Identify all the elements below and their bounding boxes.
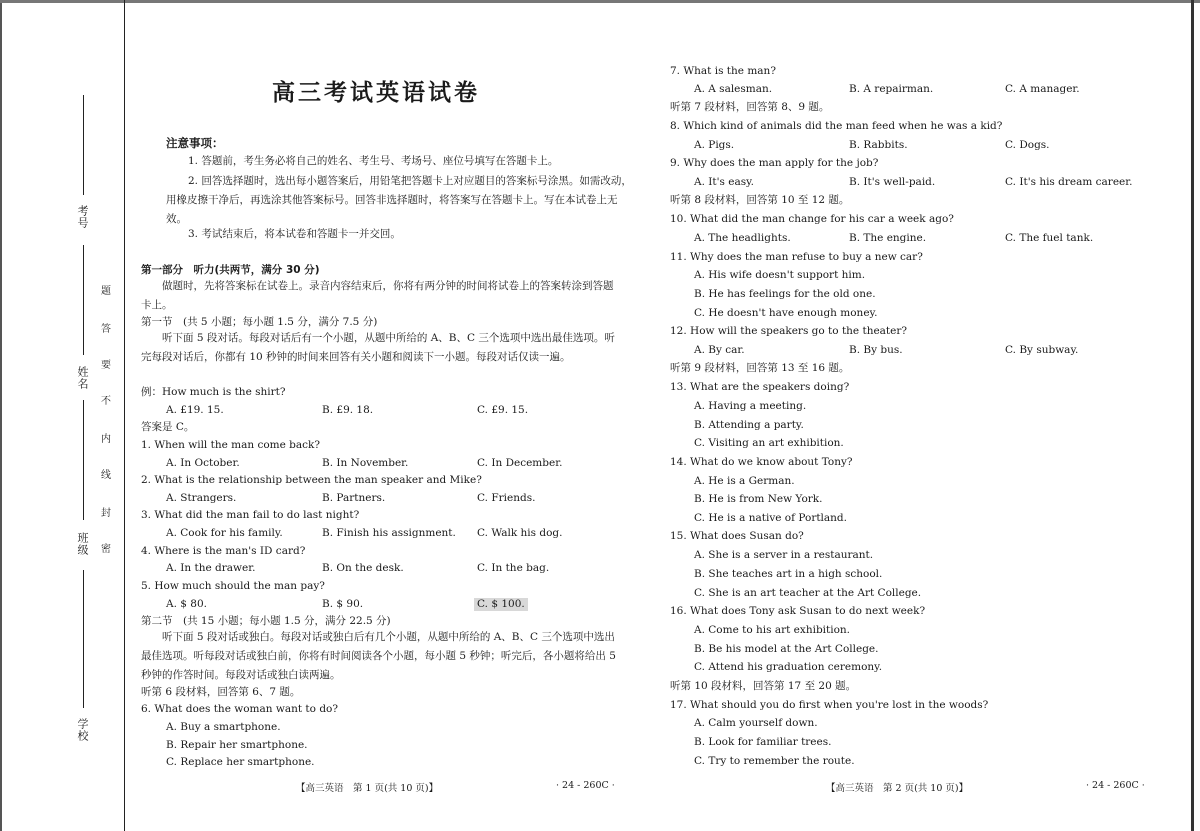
question-text: 5. How much should the man pay? [141, 580, 325, 592]
binding-banji-label: 班级 [76, 532, 89, 556]
option: A. By car. [694, 344, 745, 356]
question-text: 14. What do we know about Tony? [670, 456, 853, 468]
option: A. In October. [166, 457, 240, 469]
question-text: 6. What does the woman want to do? [141, 703, 338, 715]
option-highlighted: C. $ 100. [474, 598, 528, 611]
option: B. Rabbits. [849, 139, 908, 151]
option: B. In November. [322, 457, 409, 469]
question-text: 9. Why does the man apply for the job? [670, 157, 879, 169]
question-text: 7. What is the man? [670, 65, 776, 77]
option: C. It's his dream career. [1005, 176, 1133, 188]
option: B. He is from New York. [694, 493, 823, 505]
paper-code: · 24 - 260C · [556, 780, 615, 791]
option: B. Be his model at the Art College. [694, 643, 879, 655]
option: A. Cook for his family. [166, 527, 283, 539]
seal-char: 封 [101, 508, 111, 519]
binding-banji-line [83, 400, 84, 520]
scan-edge-left [0, 0, 2, 831]
example-answer: 答案是 C。 [141, 421, 195, 433]
option: C. Try to remember the route. [694, 755, 855, 767]
option: A. Buy a smartphone. [166, 721, 281, 733]
question-text: 17. What should you do first when you're lost in the woods? [670, 699, 989, 711]
example-option: B. £9. 18. [322, 404, 374, 416]
option: B. She teaches art in a high school. [694, 568, 883, 580]
option: C. Attend his graduation ceremony. [694, 661, 883, 673]
question-text: 8. Which kind of animals did the man feed when he was a kid? [670, 120, 1003, 132]
question-text: 10. What did the man change for his car a week ago? [670, 213, 954, 225]
question-text: 2. What is the relationship between the man speaker and Mike? [141, 474, 482, 486]
scan-edge-top [0, 0, 1200, 3]
option: B. Partners. [322, 492, 386, 504]
question-text: 4. Where is the man's ID card? [141, 545, 306, 557]
option: B. Attending a party. [694, 419, 804, 431]
option: C. Dogs. [1005, 139, 1050, 151]
notice-item: 3. 考试结束后，将本试卷和答题卡一并交回。 [188, 228, 401, 240]
example-question: 例：How much is the shirt? [141, 386, 286, 398]
section2-heading: 第二节 (共 15 小题；每小题 1.5 分，满分 22.5 分) [141, 615, 391, 627]
question-text: 15. What does Susan do? [670, 530, 804, 542]
part1-heading: 第一部分 听力(共两节，满分 30 分) [141, 264, 320, 276]
question-text: 11. Why does the man refuse to buy a new car? [670, 251, 923, 263]
scan-edge-right [1191, 0, 1194, 831]
section1-intro: 听下面 5 段对话。每段对话后有一个小题，从题中所给的 A、B、C 三个选项中选出最佳选项。听完每段对话后，你都有 10 秒钟的时间来回答有关小题和阅读下一小题。每段对话仅读一遍。 [141, 332, 615, 363]
option: B. A repairman. [849, 83, 934, 95]
option: C. He is a native of Portland. [694, 512, 847, 524]
option: A. In the drawer. [166, 562, 256, 574]
seal-char: 不 [101, 396, 111, 407]
binding-xuexiao-label: 学校 [76, 718, 89, 742]
option: B. Repair her smartphone. [166, 739, 308, 751]
option: B. Look for familiar trees. [694, 736, 832, 748]
option: C. A manager. [1005, 83, 1080, 95]
material-heading: 听第 6 段材料，回答第 6、7 题。 [141, 686, 301, 698]
material-heading: 听第 9 段材料，回答第 13 至 16 题。 [670, 362, 850, 374]
option: B. On the desk. [322, 562, 404, 574]
option: C. In December. [477, 457, 563, 469]
binding-kaohao-line [83, 95, 84, 195]
option: C. He doesn't have enough money. [694, 307, 878, 319]
option: A. The headlights. [694, 232, 791, 244]
seal-char: 线 [101, 470, 111, 481]
example-option: A. £19. 15. [166, 404, 224, 416]
option: C. Walk his dog. [477, 527, 563, 539]
binding-xuexiao-line [83, 570, 84, 708]
page-footer: 【高三英语 第 1 页(共 10 页)】 [296, 783, 439, 794]
option: B. By bus. [849, 344, 903, 356]
option: B. Finish his assignment. [322, 527, 456, 539]
seal-char: 答 [101, 324, 111, 335]
question-text: 12. How will the speakers go to the theater? [670, 325, 908, 337]
option: C. Replace her smartphone. [166, 756, 315, 768]
option: A. $ 80. [166, 598, 207, 610]
material-heading: 听第 7 段材料，回答第 8、9 题。 [670, 101, 830, 113]
exam-title: 高三考试英语试卷 [272, 80, 480, 106]
example-option: C. £9. 15. [477, 404, 529, 416]
material-heading: 听第 8 段材料，回答第 10 至 12 题。 [670, 194, 850, 206]
question-text: 3. What did the man fail to do last night? [141, 509, 360, 521]
option: B. He has feelings for the old one. [694, 288, 876, 300]
option: B. The engine. [849, 232, 927, 244]
binding-xingming-label: 姓名 [76, 366, 89, 390]
notice-item: 2. 回答选择题时，选出每小题答案后，用铅笔把答题卡上对应题目的答案标号涂黑。如需改动，用橡皮擦干净后，再选涂其他答案标号。回答非选择题时，将答案写在答题卡上。写在本试卷上无效。 [166, 175, 632, 225]
part1-intro: 做题时，先将答案标在试卷上。录音内容结束后，你将有两分钟的时间将试卷上的答案转涂到答题卡上。 [141, 280, 614, 311]
paper-code: · 24 - 260C · [1086, 780, 1145, 791]
seal-char: 密 [101, 544, 111, 555]
question-text: 16. What does Tony ask Susan to do next week? [670, 605, 926, 617]
option: A. Come to his art exhibition. [694, 624, 851, 636]
question-text: 13. What are the speakers doing? [670, 381, 850, 393]
notice-item: 1. 答题前，考生务必将自己的姓名、考生号、考场号、座位号填写在答题卡上。 [188, 155, 559, 167]
seal-char: 内 [101, 434, 111, 445]
option: A. Strangers. [166, 492, 237, 504]
option: B. It's well-paid. [849, 176, 936, 188]
section1-heading: 第一节 (共 5 小题；每小题 1.5 分，满分 7.5 分) [141, 316, 378, 328]
seal-char: 要 [101, 360, 111, 371]
question-text: 1. When will the man come back? [141, 439, 321, 451]
option: B. $ 90. [322, 598, 364, 610]
option: A. A salesman. [694, 83, 773, 95]
option: C. In the bag. [477, 562, 550, 574]
option: A. It's easy. [694, 176, 754, 188]
option: A. Having a meeting. [694, 400, 807, 412]
option: C. By subway. [1005, 344, 1079, 356]
option: A. Calm yourself down. [694, 717, 818, 729]
option: C. The fuel tank. [1005, 232, 1094, 244]
binding-xingming-line [83, 245, 84, 355]
binding-kaohao-label: 考号 [76, 205, 89, 229]
option: C. Friends. [477, 492, 536, 504]
option: C. Visiting an art exhibition. [694, 437, 844, 449]
option: A. He is a German. [694, 475, 795, 487]
option: A. Pigs. [694, 139, 735, 151]
page-footer: 【高三英语 第 2 页(共 10 页)】 [826, 783, 969, 794]
material-heading: 听第 10 段材料，回答第 17 至 20 题。 [670, 680, 857, 692]
seal-char: 题 [101, 286, 111, 297]
section2-intro: 听下面 5 段对话或独白。每段对话或独白后有几个小题，从题中所给的 A、B、C 三个选项中选出最佳选项。听每段对话或独白前，你将有时间阅读各个小题，每小题 5 秒钟；听完后，各小题将给出 5 秒钟的作答时间。每段对话或独白读两遍。 [141, 631, 616, 681]
binding-line [124, 0, 125, 831]
option: A. She is a server in a restaurant. [694, 549, 874, 561]
notice-heading: 注意事项： [166, 136, 224, 150]
option: A. His wife doesn't support him. [694, 269, 866, 281]
option: C. She is an art teacher at the Art College. [694, 587, 922, 599]
